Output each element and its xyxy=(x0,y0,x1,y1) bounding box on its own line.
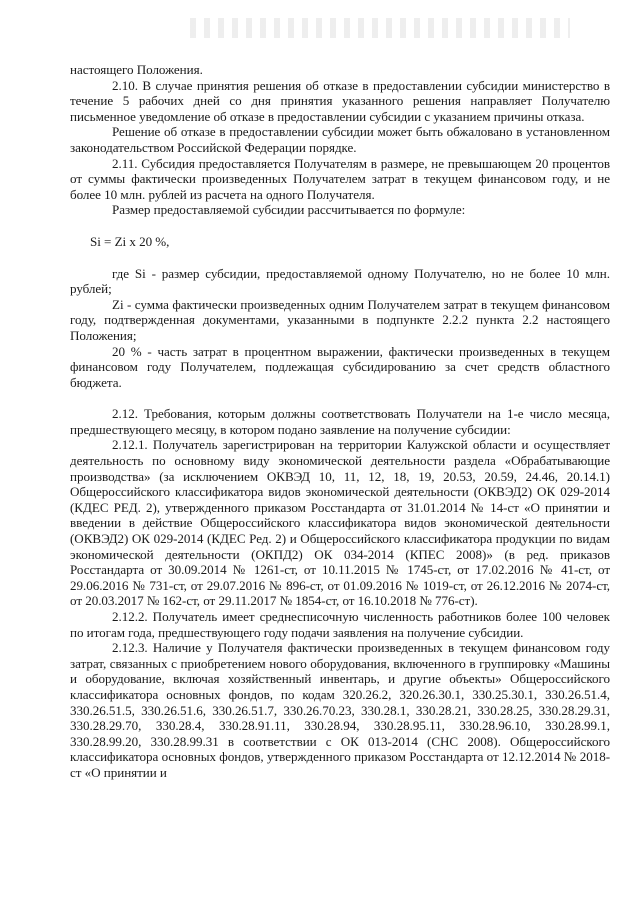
paragraph-continuation: настоящего Положения. xyxy=(70,62,203,77)
paragraph-si-definition: где Si - размер субсидии, предоставляемой одному Получателю, но не более 10 млн. рублей; xyxy=(70,265,610,297)
paragraph-2-11: 2.11. Субсидия предоставляется Получателям в размере, не превышающем 20 процентов от суммы фактически произведенных Получателем затрат в текущем финансовом году, и не более 10 млн. рублей из расчета на одного Получателя. xyxy=(70,155,610,202)
subsidy-formula: Si = Zi x 20 %, xyxy=(90,233,170,249)
paragraph-2-12: 2.12. Требования, которым должны соответствовать Получатели на 1-е число месяца, предшествующего месяцу, в котором подано заявление на получение субсидии: xyxy=(70,406,610,437)
paragraph-2-12-2: 2.12.2. Получатель имеет среднесписочную численность работников более 100 человек по итогам года, предшествующего году подачи заявления на получение субсидии. xyxy=(70,609,610,640)
paragraph-2-12-3: 2.12.3. Наличие у Получателя фактически произведенных в текущем финансовом году затрат, связанных с приобретением нового оборудования, включенного в группировку «Машины и оборудование, включая хозяйственный инвентарь, и другие объекты» Общероссийского классификатора основных фондов, по кодам 320.26.2, 320.26.30.1, 330.25.30.1, 330.26.51.4, 330.26.51.5, 330.26.51.6, 330.26.51.7, 330.26.70.23, 330.28.1, 330.28.21, 330.28.25, 330.28.29.31, 330.28.29.70, 330.28.4, 330.28.91.11, 330.28.94, 330.28.95.11, 330.28.96.10, 330.28.99.1, 330.28.99.20, 330.28.99.31 в соответствии с ОК 013-2014 (СНС 2008). Общероссийского классификатора основных фондов, утвержденного приказом Росстандарта от 12.12.2014 № 2018-ст «О принятии и xyxy=(70,640,610,780)
paragraph-percent-definition: 20 % - часть затрат в процентном выражении, фактически произведенных в текущем финансовом году Получателем, подлежащая субсидированию за счет средств областного бюджета. xyxy=(70,343,610,390)
paragraph-zi-definition: Zi - сумма фактически произведенных одним Получателем затрат в текущем финансовом году, подтвержденная документами, указанными в подпункте 2.2.2 пункта 2.2 настоящего Положения; xyxy=(70,296,610,343)
paragraph-appeal: Решение об отказе в предоставлении субсидии может быть обжаловано в установленном законодательством Российской Федерации порядке. xyxy=(70,124,610,155)
paragraph-formula-intro: Размер предоставляемой субсидии рассчитывается по формуле: xyxy=(112,202,466,218)
paragraph-2-12-1: 2.12.1. Получатель зарегистрирован на территории Калужской области и осуществляет деятельность по основному виду экономической деятельности раздела «Обрабатывающие производства» (за исключением ОКВЭД 10, 11, 12, 18, 19, 20.53, 20.59, 24.46, 20.14.1) Общероссийского классификатора видов экономической деятельности (ОКВЭД2) ОК 029-2014 (КДЕС РЕД. 2), утвержденного приказом Росстандарта от 31.01.2014 № 14-ст «О принятии и введении в действие Общероссийского классификатора видов экономической деятельности (ОКВЭД2) ОК 029-2014 (КДЕС Ред. 2) и Общероссийского классификатора продукции по видам экономической деятельности (ОКПД2) ОК 034-2014 (КПЕС 2008)» (в ред. приказов Росстандарта от 30.09.2014 № 1261-ст, от 10.11.2015 № 1745-ст, от 17.02.2016 № 41-ст, от 29.06.2016 № 731-ст, от 29.07.2016 № 896-ст, от 01.09.2016 № 1019-ст, от 26.12.2016 № 2074-ст, от 20.03.2017 № 162-ст, от 29.11.2017 № 1854-ст, от 16.10.2018 № 776-ст). xyxy=(70,437,610,609)
paragraph-2-10: 2.10. В случае принятия решения об отказе в предоставлении субсидии министерство в течение 5 рабочих дней со дня принятия указанного решения направляет Получателю письменное уведомление об отказе в предоставлении субсидии с указанием причины отказа. xyxy=(70,77,610,124)
document-body xyxy=(70,62,610,781)
scan-artifact xyxy=(190,18,570,38)
